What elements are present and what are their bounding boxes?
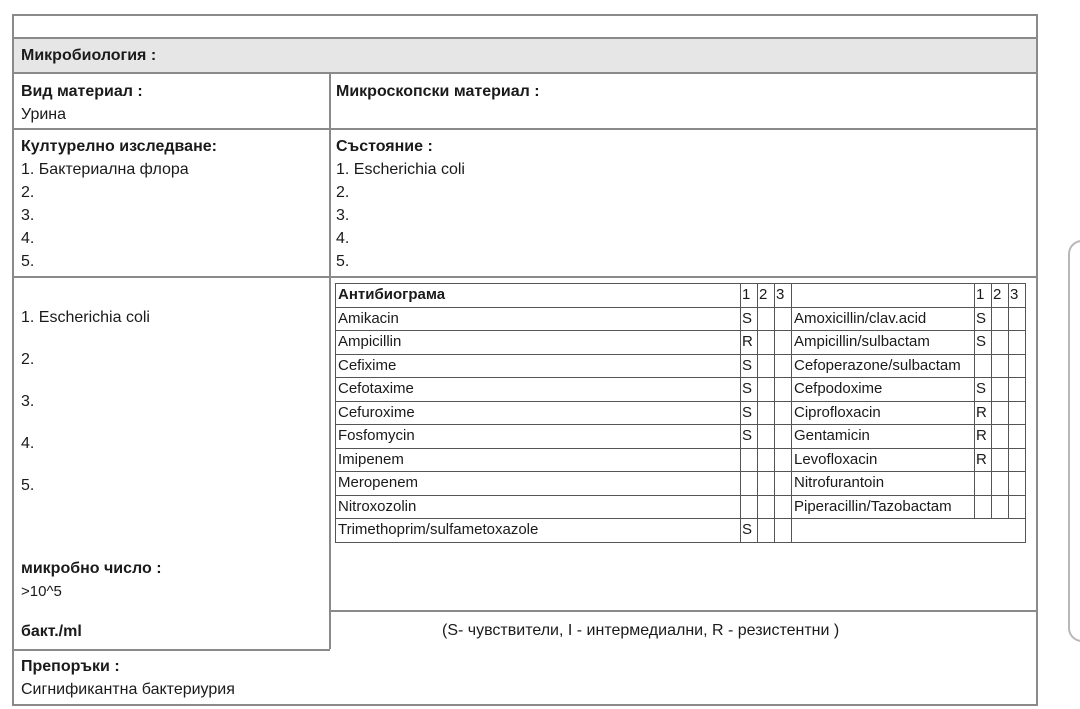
culture-item: 4. — [21, 230, 35, 247]
table-row — [336, 354, 1026, 378]
divider — [330, 610, 1038, 612]
antibiotic-name: Nitroxozolin — [336, 495, 741, 519]
microscopy-label: Микроскопски материал : — [336, 83, 540, 100]
result-cell — [775, 378, 792, 402]
result-cell: S — [741, 378, 758, 402]
antibiotic-name: Levofloxacin — [792, 448, 975, 472]
result-cell — [992, 472, 1009, 496]
result-cell — [1009, 378, 1026, 402]
column-header: 2 — [758, 284, 775, 308]
column-header: 2 — [992, 284, 1009, 308]
microbial-count-unit: бакт./ml — [21, 623, 82, 640]
result-cell — [1009, 331, 1026, 355]
result-cell: R — [741, 331, 758, 355]
legend-text: (S- чувствители, I - интермедиални, R - резистентни ) — [442, 622, 840, 639]
antibiotic-name: Ampicillin/sulbactam — [792, 331, 975, 355]
result-cell — [1009, 472, 1026, 496]
culture-item: 2. — [21, 184, 35, 201]
antibiotic-name: Meropenem — [336, 472, 741, 496]
microbial-count-label: микробно число : — [21, 560, 162, 577]
culture-item: 5. — [21, 253, 35, 270]
result-cell — [775, 307, 792, 331]
table-row — [336, 401, 1026, 425]
result-cell: R — [975, 448, 992, 472]
result-cell: S — [741, 401, 758, 425]
column-divider — [329, 72, 331, 649]
empty-cell — [792, 519, 1026, 543]
organism-item: 3. — [21, 393, 35, 410]
microbial-count-value: >10^5 — [21, 583, 62, 600]
result-cell — [975, 472, 992, 496]
table-row — [336, 378, 1026, 402]
result-cell — [992, 331, 1009, 355]
column-header: 1 — [975, 284, 992, 308]
result-cell — [775, 354, 792, 378]
state-item: 2. — [336, 184, 350, 201]
result-cell — [758, 401, 775, 425]
antibiogram-title: Антибиограма — [336, 284, 741, 308]
result-cell — [1009, 307, 1026, 331]
culture-block — [21, 135, 217, 273]
table-row — [336, 425, 1026, 449]
result-cell — [1009, 425, 1026, 449]
result-cell — [775, 448, 792, 472]
result-cell: S — [975, 307, 992, 331]
column-header: 1 — [741, 284, 758, 308]
antibiotic-name: Amikacin — [336, 307, 741, 331]
material-label: Вид материал : — [21, 83, 143, 100]
result-cell — [1009, 448, 1026, 472]
column-header: 3 — [1009, 284, 1026, 308]
state-block — [336, 135, 465, 273]
recommendations-block — [21, 655, 235, 701]
organism-item: 4. — [21, 435, 35, 452]
culture-item: 3. — [21, 207, 35, 224]
table-row — [336, 472, 1026, 496]
right-column-header — [792, 284, 975, 308]
result-cell — [992, 401, 1009, 425]
antibiotic-name: Amoxicillin/clav.acid — [792, 307, 975, 331]
antibiotic-name: Ciprofloxacin — [792, 401, 975, 425]
result-cell — [741, 448, 758, 472]
divider — [12, 128, 1038, 130]
result-cell — [775, 472, 792, 496]
material-block — [21, 80, 143, 126]
state-item: 1. Escherichia coli — [336, 161, 465, 178]
result-cell — [992, 354, 1009, 378]
result-cell — [975, 354, 992, 378]
antibiotic-name: Cefpodoxime — [792, 378, 975, 402]
state-item: 4. — [336, 230, 350, 247]
result-cell: S — [975, 378, 992, 402]
table-row — [336, 519, 1026, 543]
antibiotic-name: Nitrofurantoin — [792, 472, 975, 496]
divider — [12, 276, 1038, 278]
culture-item: 1. Бактериална флора — [21, 161, 189, 178]
result-cell — [775, 495, 792, 519]
antibiotic-name: Cefixime — [336, 354, 741, 378]
organism-item: 2. — [21, 351, 35, 368]
result-cell — [758, 425, 775, 449]
result-cell — [1009, 401, 1026, 425]
table-row — [336, 307, 1026, 331]
antibiotic-name: Trimethoprim/sulfametoxazole — [336, 519, 741, 543]
result-cell — [775, 401, 792, 425]
table-row — [336, 448, 1026, 472]
antibiotic-name: Imipenem — [336, 448, 741, 472]
recommendations-label: Препоръки : — [21, 658, 120, 675]
divider — [12, 649, 330, 651]
result-cell — [758, 331, 775, 355]
result-cell: S — [975, 331, 992, 355]
result-cell — [992, 448, 1009, 472]
section-title: Микробиология : — [21, 47, 157, 64]
result-cell — [758, 307, 775, 331]
material-value: Урина — [21, 106, 67, 123]
result-cell — [775, 425, 792, 449]
result-cell — [741, 495, 758, 519]
result-cell — [775, 519, 792, 543]
result-cell — [758, 448, 775, 472]
result-cell — [775, 331, 792, 355]
state-item: 3. — [336, 207, 350, 224]
antibiotic-name: Cefoperazone/sulbactam — [792, 354, 975, 378]
table-row — [336, 331, 1026, 355]
culture-label: Културелно изследване: — [21, 138, 217, 155]
antibiogram-header-row — [336, 284, 1026, 308]
antibiotic-name: Cefuroxime — [336, 401, 741, 425]
antibiotic-name: Gentamicin — [792, 425, 975, 449]
result-cell — [1009, 354, 1026, 378]
result-cell: S — [741, 519, 758, 543]
antibiotic-name: Cefotaxime — [336, 378, 741, 402]
state-item: 5. — [336, 253, 350, 270]
result-cell — [992, 307, 1009, 331]
result-cell — [992, 425, 1009, 449]
result-cell: S — [741, 425, 758, 449]
result-cell — [758, 519, 775, 543]
result-cell: R — [975, 425, 992, 449]
result-cell — [1009, 495, 1026, 519]
recommendations-value: Сигнификантна бактериурия — [21, 681, 235, 698]
table-row — [336, 495, 1026, 519]
result-cell — [758, 378, 775, 402]
result-cell: S — [741, 354, 758, 378]
antibiotic-name: Piperacillin/Tazobactam — [792, 495, 975, 519]
antibiotic-name: Ampicillin — [336, 331, 741, 355]
result-cell — [992, 495, 1009, 519]
result-cell — [975, 495, 992, 519]
divider — [12, 72, 1038, 74]
antibiotic-name: Fosfomycin — [336, 425, 741, 449]
state-label: Състояние : — [336, 138, 433, 155]
result-cell: R — [975, 401, 992, 425]
microscopy-block — [336, 80, 540, 103]
organism-item: 1. Escherichia coli — [21, 309, 150, 326]
result-cell: S — [741, 307, 758, 331]
result-cell — [758, 472, 775, 496]
antibiogram-table — [335, 283, 1026, 543]
result-cell — [992, 378, 1009, 402]
column-header: 3 — [775, 284, 792, 308]
result-cell — [741, 472, 758, 496]
scroll-indicator[interactable] — [1068, 240, 1080, 642]
result-cell — [758, 495, 775, 519]
section-header — [14, 39, 1036, 72]
organism-item: 5. — [21, 477, 35, 494]
result-cell — [758, 354, 775, 378]
